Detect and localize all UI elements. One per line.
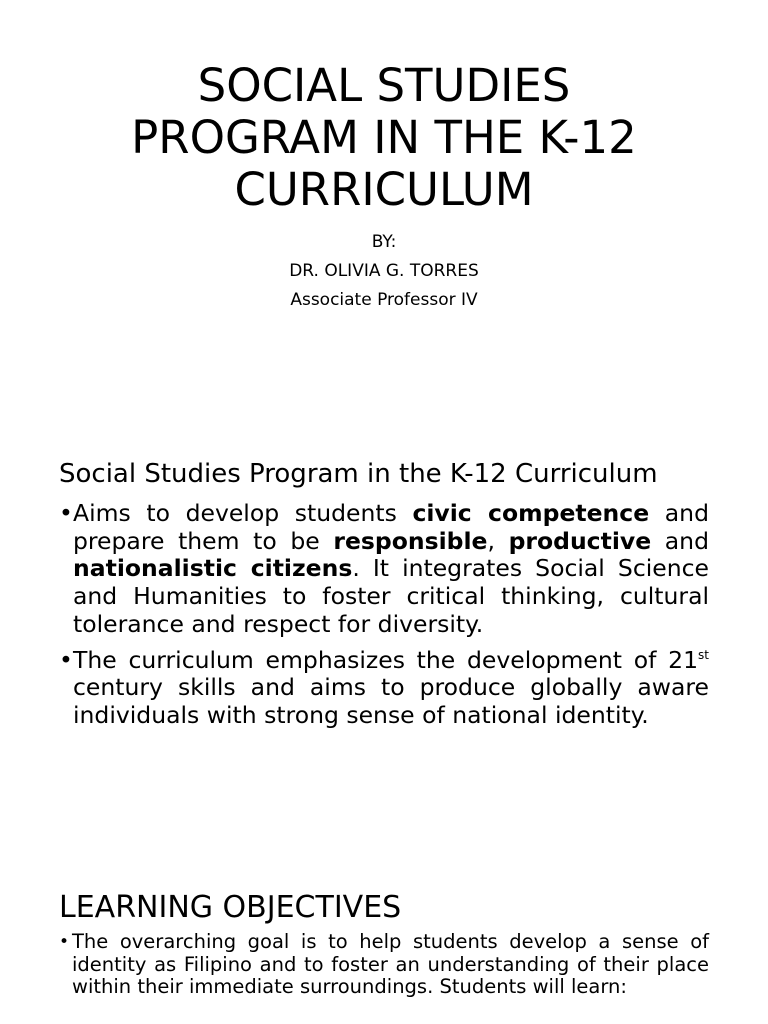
author-name: DR. OLIVIA G. TORRES [289, 261, 479, 281]
bullet-list [59, 931, 709, 999]
list-item [59, 647, 709, 730]
text-run: Aims to develop students [73, 499, 413, 527]
text-run: and [651, 526, 709, 555]
bullet-list [59, 500, 709, 738]
bold-term: nationalistic citizens [73, 554, 353, 583]
bold-term: productive [508, 526, 652, 555]
by-label: BY: [371, 232, 397, 252]
text-run: century skills and aims to produce globally aware individuals with strong sense of national identity. [73, 673, 709, 729]
program-overview-slide [0, 430, 768, 840]
title-line-3: CURRICULUM [234, 163, 534, 216]
text-run: , [487, 526, 509, 555]
list-item [59, 931, 709, 999]
text-run: . It integrates Social Science and Humanities to foster critical thinking, cultural tolerance and respect for diversity. [73, 554, 709, 638]
title-slide [0, 0, 768, 430]
slide-heading: Social Studies Program in the K-12 Curriculum [59, 459, 658, 489]
text-run: The curriculum emphasizes the development of 21 [73, 645, 699, 674]
text-run: The overarching goal is to help students develop a sense of identity as Filipino and to foster an understanding of their place within their immediate surroundings. Students will learn: [72, 930, 709, 999]
bullet-icon: • [59, 499, 73, 527]
bold-term: civic competence [412, 499, 650, 527]
title-line-2: PROGRAM IN THE K-12 [131, 111, 637, 164]
presentation-title [60, 60, 708, 216]
author-position: Associate Professor IV [290, 290, 478, 310]
author-block [60, 228, 708, 315]
ordinal-suffix: st [698, 647, 709, 662]
slide-heading: LEARNING OBJECTIVES [59, 890, 402, 925]
text-run: and prepare them to be [73, 499, 709, 555]
title-line-1: SOCIAL STUDIES [197, 59, 571, 112]
learning-objectives-slide [0, 840, 768, 1024]
list-item [59, 500, 709, 639]
bullet-icon: • [59, 645, 73, 674]
bold-term: responsible [333, 526, 488, 555]
bullet-icon: • [59, 932, 70, 952]
